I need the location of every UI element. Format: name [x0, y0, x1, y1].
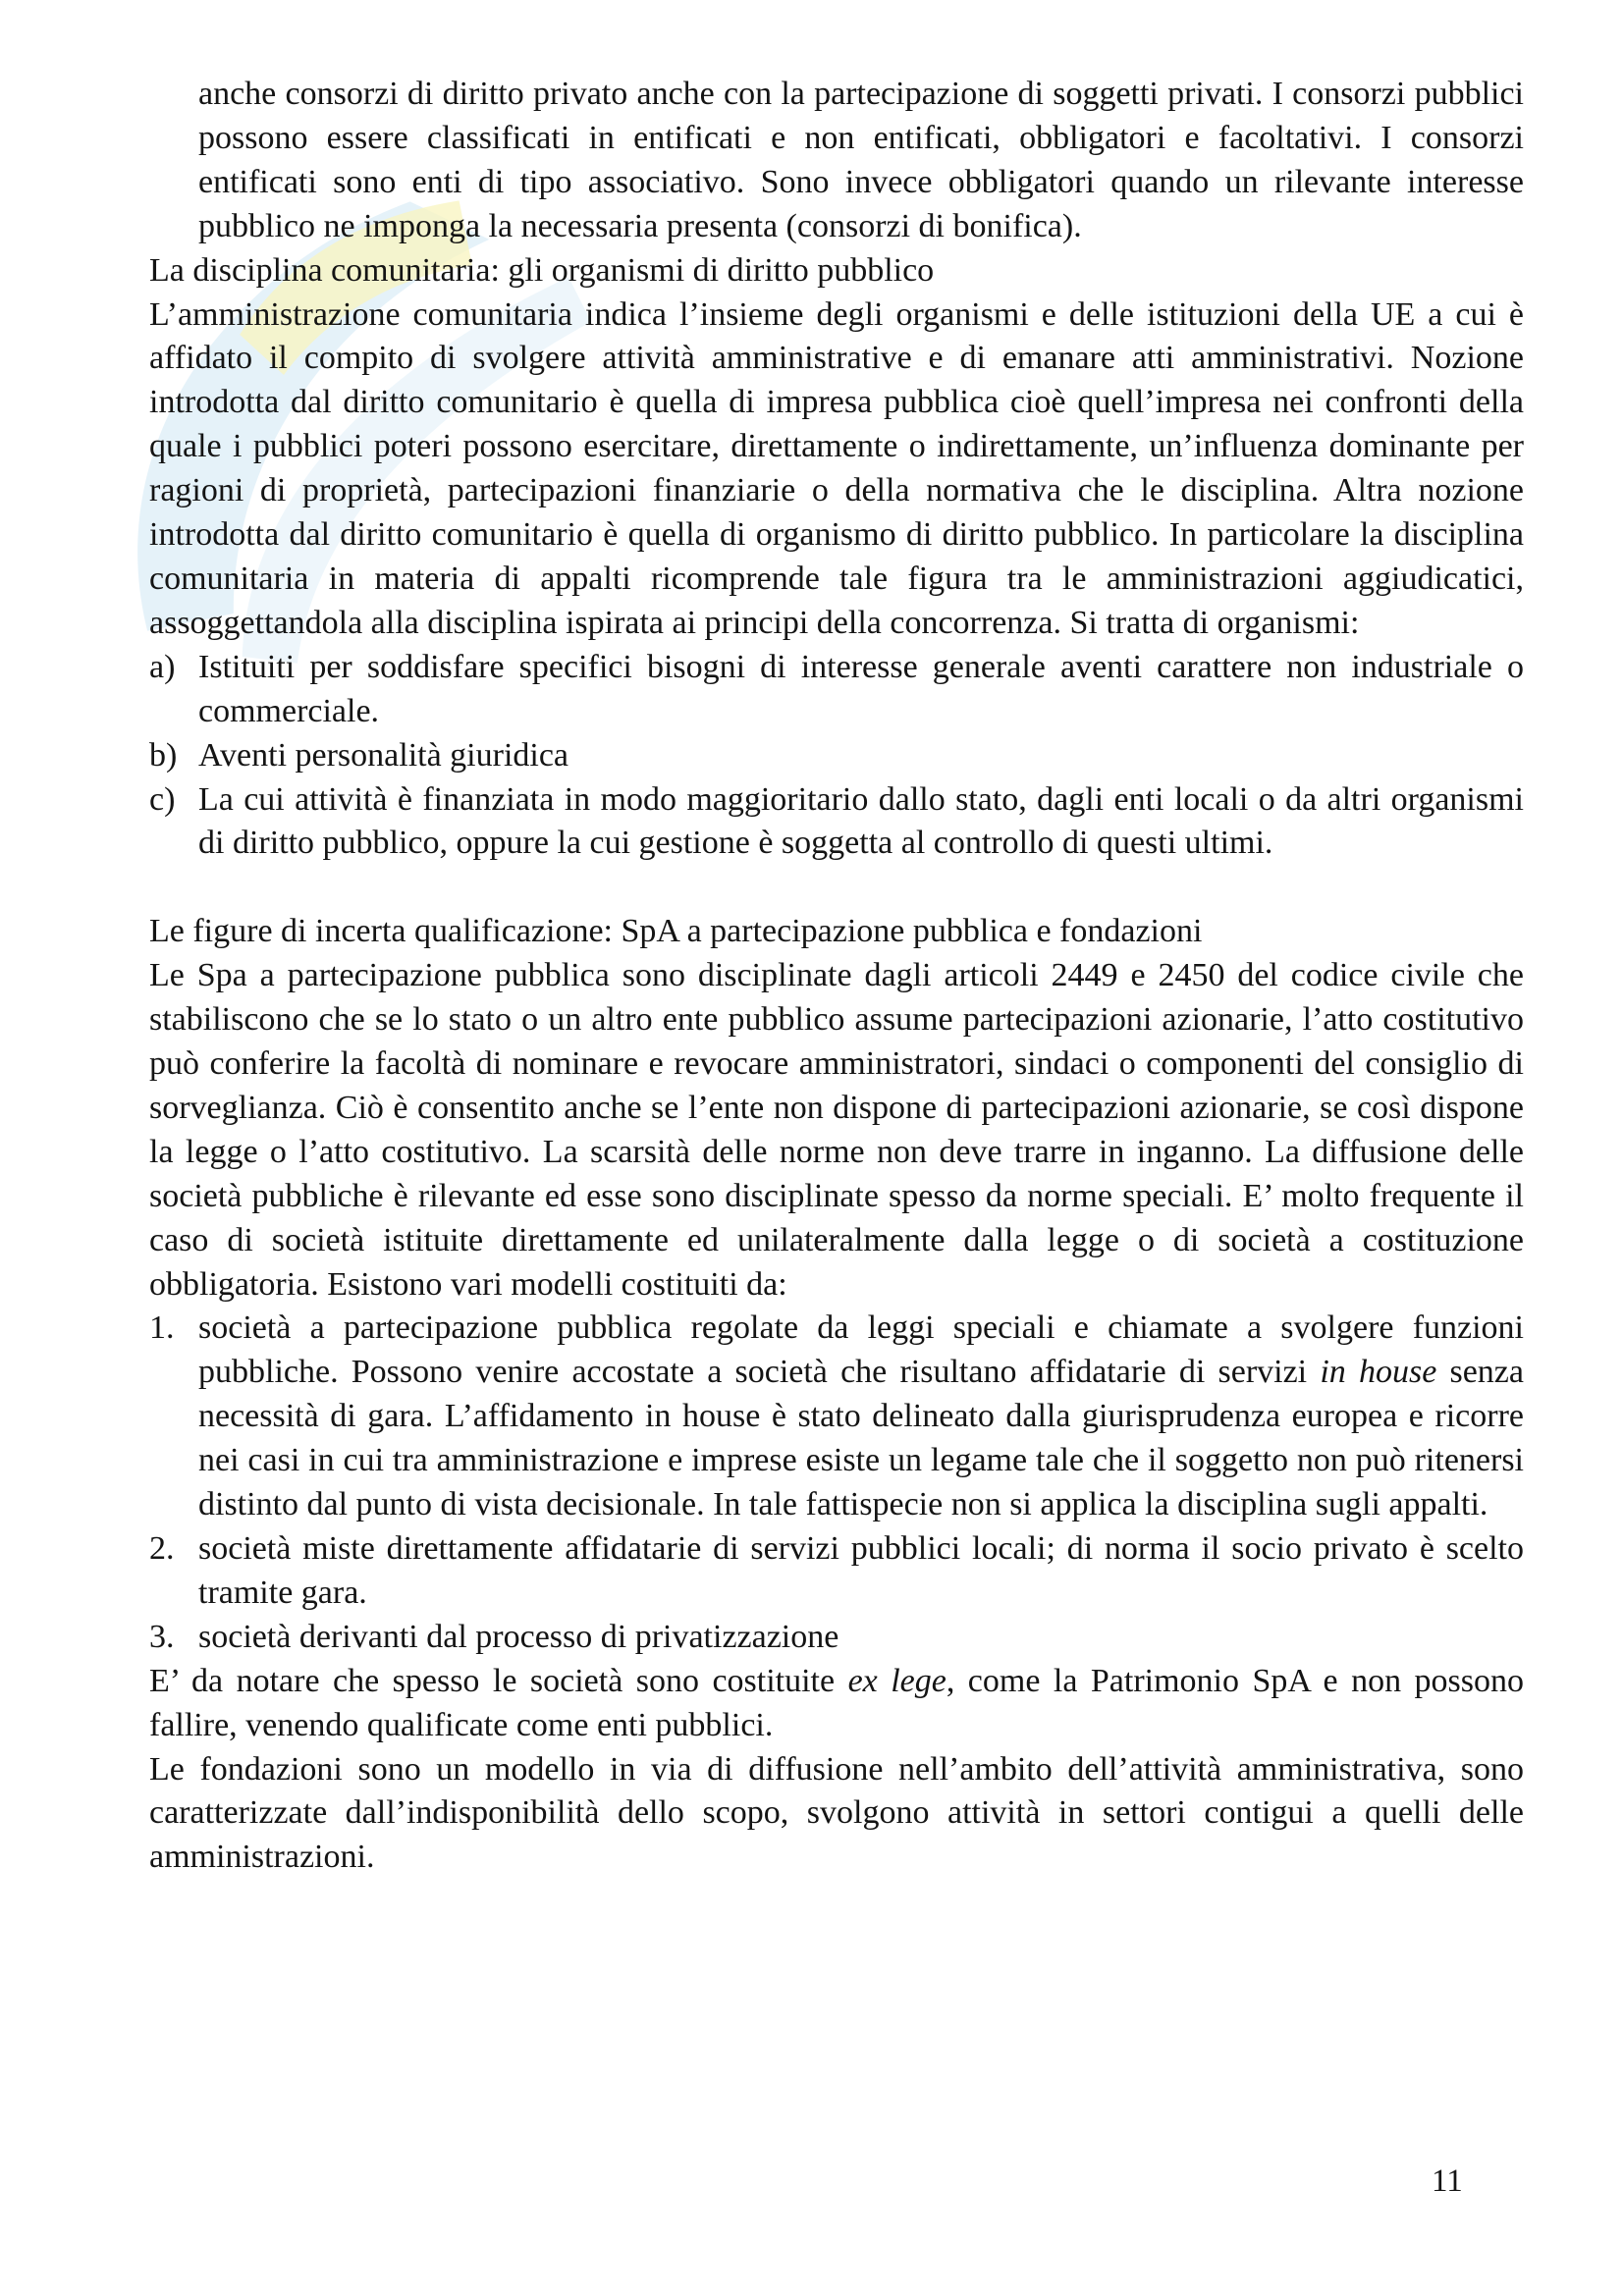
text-run: senza necessità di gara. L’affidamento in house è stato delineato dalla giurisprudenza europea e ricorre nei casi in cui tra amministrazione e imprese esiste un legame tale che il soggetto non può ritenersi distinto dal punto di vista decisionale. In tale fattispecie non si applica la disciplina sugli appalti. [198, 1354, 1524, 1523]
paragraph-spacer [149, 866, 1524, 910]
page-body [149, 73, 1524, 1880]
list-marker: 2. [149, 1530, 175, 1567]
list-marker: 3. [149, 1618, 175, 1655]
list-marker: a) [149, 648, 176, 685]
text-run: E’ da notare che spesso le società sono costituite [149, 1662, 848, 1699]
intro-paragraph: anche consorzi di diritto privato anche con la partecipazione di soggetti privati. I consorzi pubblici possono essere classificati in entificati e non entificati, obbligatori e facoltativi. I consorzi entificati sono enti di tipo associativo. Sono invece obbligatori quando un rilevante interesse pubblico ne imponga la necessaria presenta (consorzi di bonifica). [198, 76, 1524, 244]
list-item [149, 1307, 1524, 1527]
list-item-text: Aventi personalità giuridica [198, 736, 569, 774]
italic-term: in house [1320, 1354, 1437, 1391]
body-paragraph: Le fondazioni sono un modello in via di diffusione nell’ambito dell’attività amministrativa, sono caratterizzate dall’indisponibilità dello scopo, svolgono attività in settori contigui a quelli delle amministrazioni. [149, 1750, 1524, 1876]
italic-term: ex lege [847, 1662, 947, 1699]
list-item-text: La cui attività è finanziata in modo maggioritario dallo stato, dagli enti locali o da altri organismi di diritto pubblico, oppure la cui gestione è soggetta al controllo di questi ultimi. [198, 780, 1524, 862]
list-marker: 1. [149, 1309, 175, 1347]
list-item [149, 1616, 1524, 1660]
list-marker: b) [149, 736, 178, 774]
list-item [149, 734, 1524, 778]
text-run: , come la Patrimonio SpA e non possono fallire, venendo qualificate come enti pubblici. [149, 1662, 1524, 1743]
list-marker: c) [149, 780, 176, 818]
list-item [149, 1527, 1524, 1616]
note-paragraph [149, 1660, 1524, 1748]
list-item-text [198, 1307, 1524, 1527]
list-item-text: società miste direttamente affidatarie di servizi pubblici locali; di norma il socio privato è scelto tramite gara. [198, 1530, 1524, 1611]
list-item-text: società derivanti dal processo di privatizzazione [198, 1618, 839, 1655]
list-item [149, 778, 1524, 867]
section-heading: Le figure di incerta qualificazione: SpA a partecipazione pubblica e fondazioni [149, 913, 1203, 950]
body-paragraph: Le Spa a partecipazione pubblica sono disciplinate dagli articoli 2449 e 2450 del codice civile che stabiliscono che se lo stato o un altro ente pubblico assume partecipazioni azionarie, l’atto costitutivo può conferire la facoltà di nominare e revocare amministratori, sindaci o componenti del consiglio di sorveglianza. Ciò è consentito anche se l’ente non dispone di partecipazioni azionarie, se così dispone la legge o l’atto costitutivo. La scarsità delle norme non deve trarre in inganno. La diffusione delle società pubbliche è rilevante ed esse sono disciplinate spesso da norme speciali. E’ molto frequente il caso di società istituite direttamente ed unilateralmente dalla legge o di società a costituzione obbligatoria. Esistono vari modelli costituiti da: [149, 957, 1524, 1303]
body-paragraph: L’amministrazione comunitaria indica l’insieme degli organismi e delle istituzioni della UE a cui è affidato il compito di svolgere attività amministrative e di emanare atti amministrativi. Nozione introdotta dal diritto comunitario è quella di impresa pubblica cioè quell’impresa nei confronti della quale i pubblici poteri possono esercitare, direttamente o indirettamente, un’influenza dominante per ragioni di proprietà, partecipazioni finanziarie o della normativa che le disciplina. Altra nozione introdotta dal diritto comunitario è quella di organismo di diritto pubblico. In particolare la disciplina comunitaria in materia di appalti ricomprende tale figura tra le amministrazioni aggiudicatici, assoggettandola alla disciplina ispirata ai principi della concorrenza. Si tratta di organismi: [149, 295, 1524, 641]
list-item [149, 646, 1524, 734]
page-number: 11 [1432, 2163, 1463, 2199]
list-item-text: Istituiti per soddisfare specifici bisogni di interesse generale aventi carattere non industriale o commerciale. [198, 648, 1524, 729]
section-heading: La disciplina comunitaria: gli organismi di diritto pubblico [149, 251, 935, 289]
text-run: società a partecipazione pubblica regolate da leggi speciali e chiamate a svolgere funzioni pubbliche. Possono venire accostate a società che risultano affidatarie di servizi [198, 1309, 1524, 1391]
